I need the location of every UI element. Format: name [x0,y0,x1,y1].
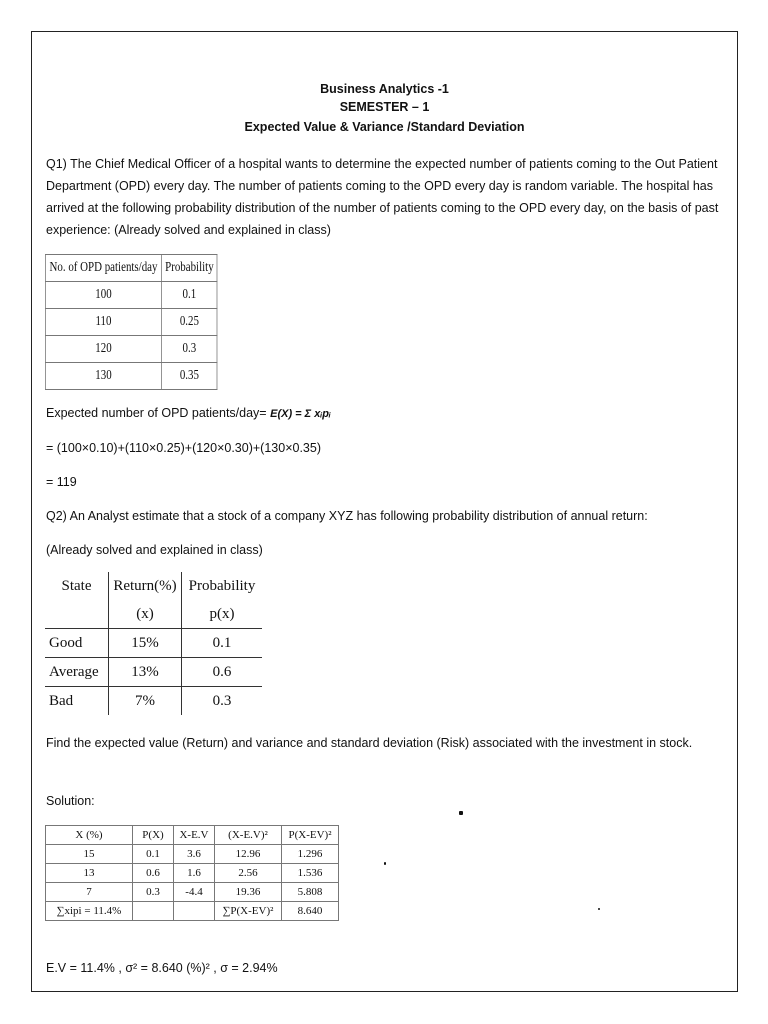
table-header-cell: Return(%) [109,572,182,600]
table-row [45,336,217,363]
stray-mark [598,908,600,910]
q2-note: (Already solved and explained in class) [46,543,263,557]
table-cell: 2.56 [215,864,282,883]
table-header-cell: p(x) [182,600,263,629]
table-cell: 0.3 [212,692,232,709]
table-cell: 13 [46,864,133,883]
table-header-cell: P(X) [133,826,174,845]
table-cell [133,902,174,921]
doc-semester: SEMESTER – 1 [339,100,430,114]
table-cell: 120 [45,336,161,363]
solution-label: Solution: [46,794,95,808]
table-header-row [45,255,217,282]
final-answer: E.V = 11.4% , σ² = 8.640 (%)² , σ = 2.94% [46,961,278,975]
table-header-cell: Probability [162,255,218,282]
table-cell: 110 [45,309,161,336]
table-cell: 12.96 [215,845,282,864]
table-cell: 0.3 [162,336,218,363]
table-cell: 0.35 [162,363,218,390]
document-page [31,31,738,992]
table-cell: 0.1 [162,282,218,309]
stray-mark [384,862,386,865]
table-header-cell: (x) [109,600,182,629]
table-row [46,845,339,864]
table-header-cell: State [61,577,92,594]
table-cell: -4.4 [174,883,215,902]
table-cell: 0.1 [182,629,263,658]
table-cell: 15 [46,845,133,864]
table-header-cell: (X-E.V)² [215,826,282,845]
q2-text: Q2) An Analyst estimate that a stock of a company XYZ has following probability distribution of annual return: [46,509,648,523]
table-cell: 7% [109,687,182,716]
table-cell: 0.1 [133,845,174,864]
table-cell: 0.25 [162,309,218,336]
expected-formula: E(X) = Σ xᵢpᵢ [270,408,331,420]
table-row [45,687,262,716]
doc-subtitle: Expected Value & Variance /Standard Deviation [244,120,525,134]
table-header-cell: X-E.V [174,826,215,845]
table-cell: 0.6 [133,864,174,883]
expected-calc: = (100×0.10)+(110×0.25)+(120×0.30)+(130×0.35) [46,441,321,455]
table-cell: 0.6 [182,658,263,687]
table-cell: 3.6 [174,845,215,864]
table-cell: 0.3 [133,883,174,902]
stray-mark [459,811,463,815]
expected-result: = 119 [46,475,77,489]
find-text: Find the expected value (Return) and variance and standard deviation (Risk) associated with the investment in stock. [46,736,693,750]
table-header-row [46,826,339,845]
table-subheader-row [45,600,262,629]
table-row [45,658,262,687]
table-cell: Bad [49,692,74,709]
solution-table [45,825,339,921]
stock-return-table [45,572,262,715]
table-cell: 1.6 [174,864,215,883]
table-row [45,282,217,309]
table-header-cell: No. of OPD patients/day [45,255,161,282]
table-row [45,363,217,390]
table-row [46,864,339,883]
table-cell: 13% [109,658,182,687]
table-header-cell: X (%) [46,826,133,845]
table-row [45,309,217,336]
table-footer-row [46,902,339,921]
table-cell: 1.536 [282,864,339,883]
table-cell: ∑P(X-EV)² [215,902,282,921]
table-cell: 15% [109,629,182,658]
q1-text: Q1) The Chief Medical Officer of a hospital wants to determine the expected number of patients coming to the Out Patient Department (OPD) every day. The number of patients coming to the OPD every day is random variable. The hospital has arrived at the following probability distribution of the number of patients coming to the OPD every day, on the basis of past experience: (Already solved and explained in class) [46,157,719,237]
table-row [45,629,262,658]
table-cell: Average [45,658,109,687]
table-cell: Good [45,629,109,658]
table-cell: 8.640 [282,902,339,921]
table-cell: 1.296 [282,845,339,864]
table-cell: 19.36 [215,883,282,902]
table-header-row [45,572,262,600]
table-cell: 5.808 [282,883,339,902]
table-header-cell: Probability [188,577,256,594]
table-header-cell: P(X-EV)² [282,826,339,845]
table-header-cell [45,600,109,629]
opd-probability-table [45,254,218,390]
doc-title: Business Analytics -1 [320,82,449,96]
table-row [46,883,339,902]
table-cell: ∑xipi = 11.4% [46,902,133,921]
table-cell: 100 [45,282,161,309]
table-cell [174,902,215,921]
table-cell: 130 [45,363,161,390]
expected-line [46,402,728,425]
table-cell: 7 [46,883,133,902]
expected-label: Expected number of OPD patients/day= [46,406,267,420]
